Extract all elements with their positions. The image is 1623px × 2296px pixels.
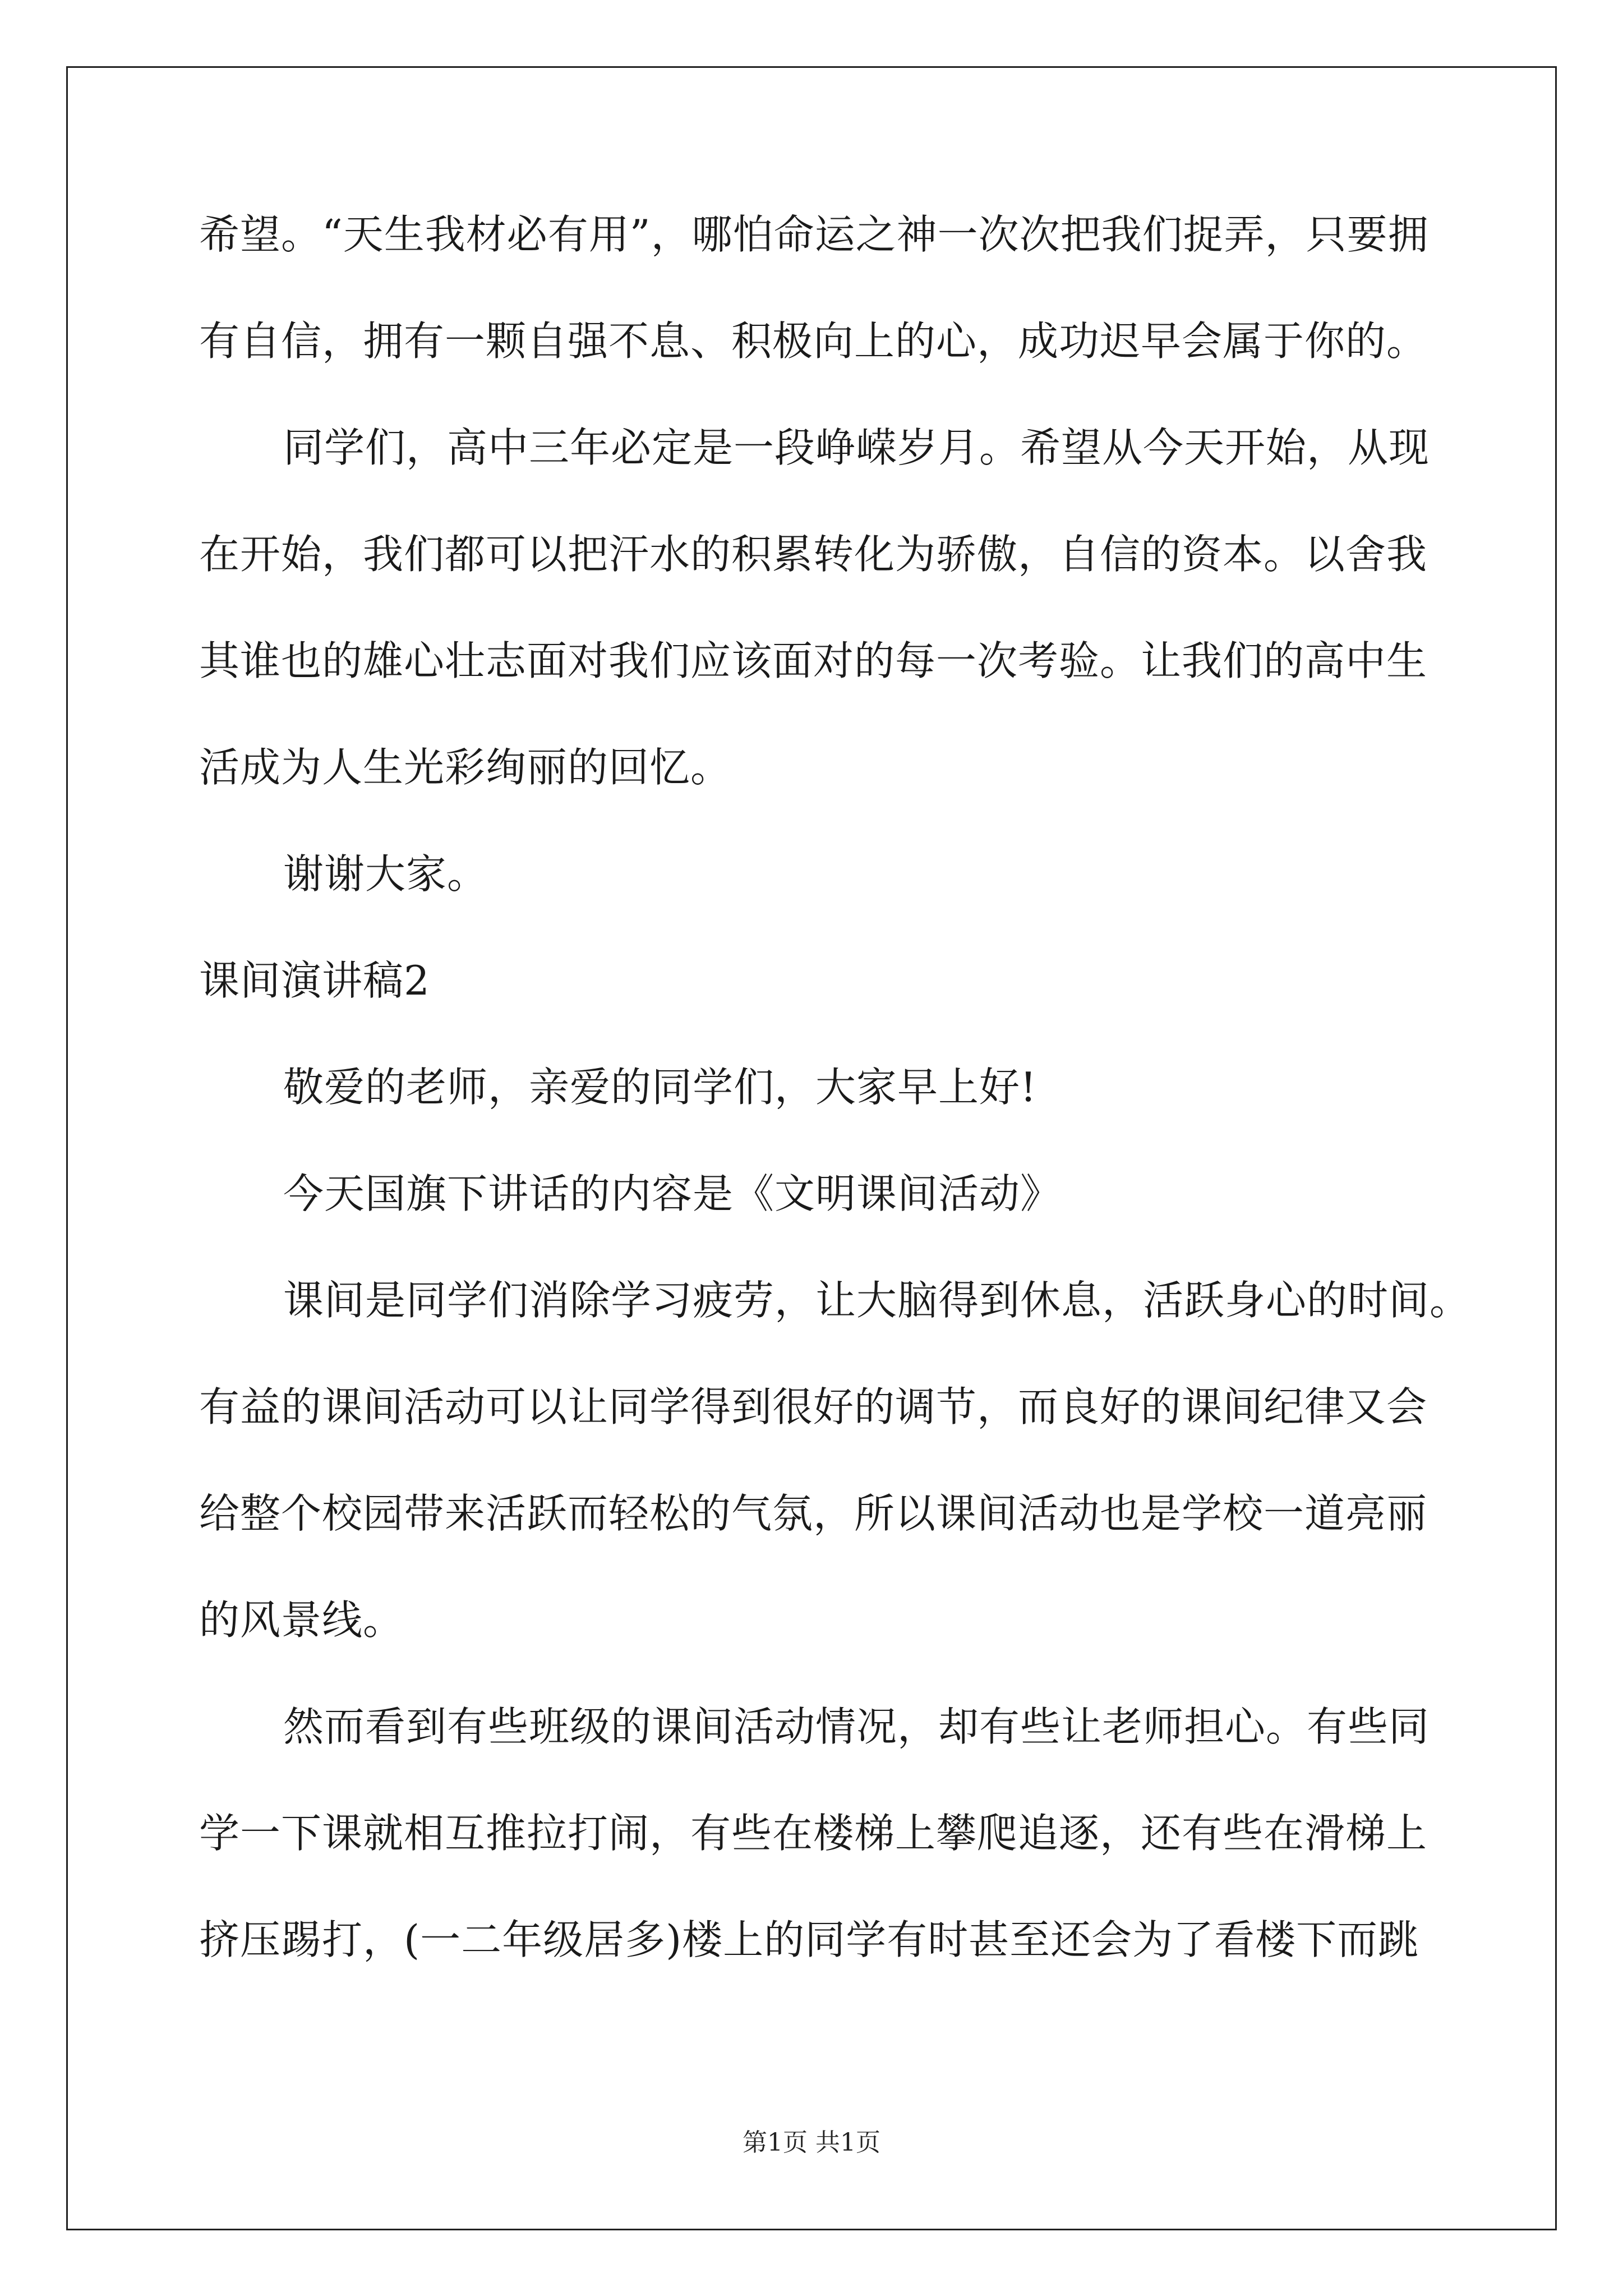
text-line: 给整个校园带来活跃而轻松的气氛，所以课间活动也是学校一道亮丽 <box>199 1490 1428 1537</box>
page-border <box>66 66 1557 2230</box>
page-footer: 第1页 共1页 <box>743 2128 880 2157</box>
text-line: 在开始，我们都可以把汗水的积累转化为骄傲，自信的资本。以舍我 <box>199 531 1428 578</box>
text-line: 的风景线。 <box>199 1596 404 1644</box>
text-line: 学一下课就相互推拉打闹，有些在楼梯上攀爬追逐，还有些在滑梯上 <box>199 1810 1428 1857</box>
text-line: 然而看到有些班级的课间活动情况，却有些让老师担心。有些同 <box>283 1703 1430 1750</box>
section-title: 课间演讲稿2 <box>199 957 430 1004</box>
text-line: 敬爱的老师，亲爱的同学们，大家早上好! <box>283 1064 1037 1111</box>
text-line: 有自信，拥有一颗自强不息、积极向上的心，成功迟早会属于你的。 <box>199 318 1428 365</box>
text-line: 其谁也的雄心壮志面对我们应该面对的每一次考验。让我们的高中生 <box>199 637 1428 684</box>
text-line: 谢谢大家。 <box>283 850 488 898</box>
text-line: 活成为人生光彩绚丽的回忆。 <box>199 744 732 791</box>
text-line: 有益的课间活动可以让同学得到很好的调节，而良好的课间纪律又会 <box>199 1383 1428 1430</box>
text-line: 今天国旗下讲话的内容是《文明课间活动》 <box>283 1170 1062 1217</box>
text-line: 同学们，高中三年必定是一段峥嵘岁月。希望从今天开始，从现 <box>283 424 1430 471</box>
text-line: 课间是同学们消除学习疲劳，让大脑得到休息，活跃身心的时间。 <box>283 1277 1471 1324</box>
text-line: 挤压踢打，(一二年级居多)楼上的同学有时甚至还会为了看楼下而跳 <box>199 1916 1419 1963</box>
text-line: 希望。“天生我材必有用”，哪怕命运之神一次次把我们捉弄，只要拥 <box>199 211 1429 258</box>
